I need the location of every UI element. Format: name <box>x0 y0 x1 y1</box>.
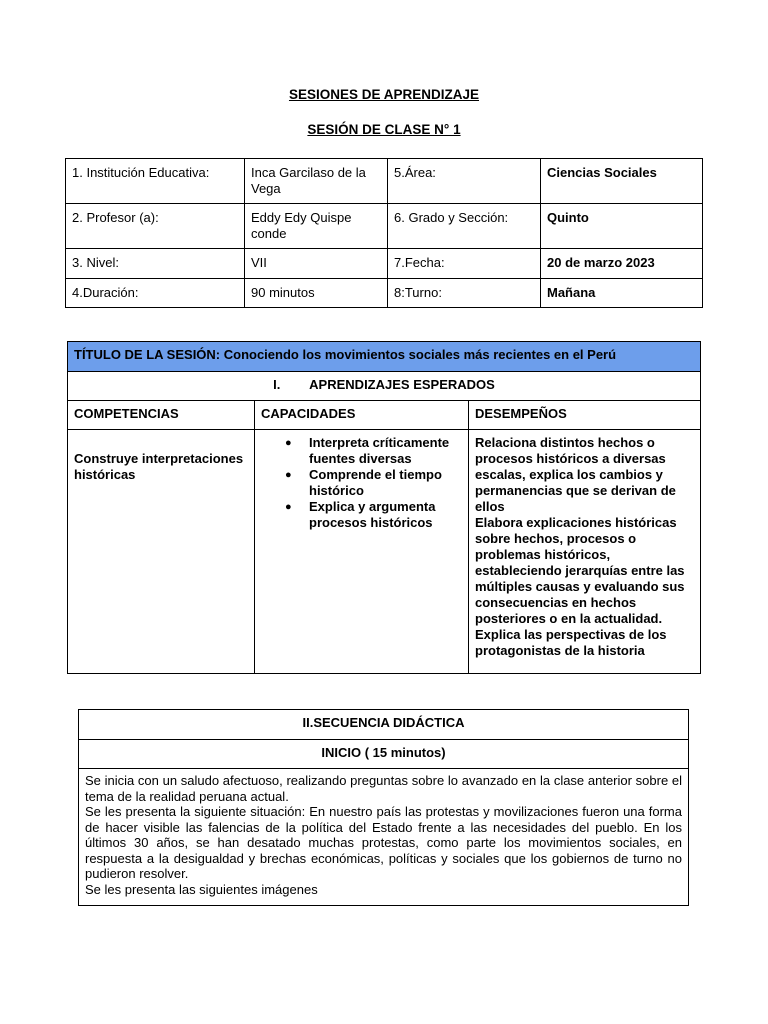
sequence-table <box>78 709 689 906</box>
teacher-value: Eddy Edy Quispe conde <box>245 204 388 249</box>
level-value: VII <box>245 249 388 279</box>
inicio-heading: INICIO ( 15 minutos) <box>79 740 689 769</box>
teacher-label: 2. Profesor (a): <box>66 204 245 249</box>
capacidad-item: ● Explica y argumenta procesos históricos <box>285 499 462 531</box>
desempeno-item: Explica las perspectivas de los protagonistas de la historia <box>475 627 667 658</box>
document-title: SESIONES DE APRENDIZAJE <box>288 87 480 102</box>
capacidades-list <box>261 435 462 531</box>
paragraph: Se les presenta las siguientes imágenes <box>85 881 318 897</box>
section-number: I. <box>273 377 281 392</box>
area-value: Ciencias Sociales <box>541 159 703 204</box>
institution-label: 1. Institución Educativa: <box>66 159 245 204</box>
shift-label: 8:Turno: <box>388 279 541 308</box>
desempenos-cell <box>469 430 701 674</box>
desempeno-item: Elabora explicaciones históricas sobre hechos, procesos o problemas históricos, estableciendo jerarquías entre las múltiples causas y evaluando sus consecuencias en hechos posteriores o en la actualidad. <box>475 515 685 626</box>
info-row <box>66 279 703 308</box>
area-label: 5.Área: <box>388 159 541 204</box>
col-header-capacidades: CAPACIDADES <box>255 401 469 430</box>
session-title-cell: TÍTULO DE LA SESIÓN: Conociendo los movimientos sociales más recientes en el Perú <box>68 342 701 372</box>
capacidad-item: ● Comprende el tiempo histórico <box>285 467 462 499</box>
info-table <box>65 158 703 308</box>
duration-label: 4.Duración: <box>66 279 245 308</box>
info-row <box>66 204 703 249</box>
capacidades-cell <box>255 430 469 674</box>
shift-value: Mañana <box>541 279 703 308</box>
section-title: APRENDIZAJES ESPERADOS <box>309 377 495 392</box>
grade-value: Quinto <box>541 204 703 249</box>
duration-value: 90 minutos <box>245 279 388 308</box>
date-label: 7.Fecha: <box>388 249 541 279</box>
level-label: 3. Nivel: <box>66 249 245 279</box>
inicio-body <box>79 769 689 906</box>
institution-value: Inca Garcilaso de la Vega <box>245 159 388 204</box>
info-row <box>66 249 703 279</box>
desempeno-item: Relaciona distintos hechos o procesos históricos a diversas escalas, explica los cambios y permanencias que se derivan de ellos <box>475 435 676 514</box>
sequence-title: II.SECUENCIA DIDÁCTICA <box>79 710 689 740</box>
col-header-competencias: COMPETENCIAS <box>68 401 255 430</box>
info-row <box>66 159 703 204</box>
competencia-cell <box>68 430 255 674</box>
capacidad-item: ● Interpreta críticamente fuentes diversas <box>285 435 462 467</box>
paragraph: Se inicia con un saludo afectuoso, realizando preguntas sobre lo avanzado en la clase anterior sobre el tema de la realidad peruana actual. <box>85 773 682 804</box>
grade-label: 6. Grado y Sección: <box>388 204 541 249</box>
paragraph: Se les presenta la siguiente situación: En nuestro país las protestas y movilizaciones fueron una forma de hacer visible las falencias de la política del Estado frente a las necesidades del pueblo. En los últimos 30 años, se han desatado muchas protestas, como parte los movimientos sociales, en respuesta a la desigualdad y brechas económicas, políticas y sociales que los gobiernos de turno no pudieron resolver. <box>85 804 682 881</box>
date-value: 20 de marzo 2023 <box>541 249 703 279</box>
learning-table <box>67 341 701 674</box>
competencia-text: Construye interpretaciones históricas <box>74 451 244 482</box>
col-header-desempenos: DESEMPEÑOS <box>469 401 701 430</box>
expected-learning-heading <box>68 372 701 401</box>
session-title: SESIÓN DE CLASE N° 1 <box>307 122 461 137</box>
